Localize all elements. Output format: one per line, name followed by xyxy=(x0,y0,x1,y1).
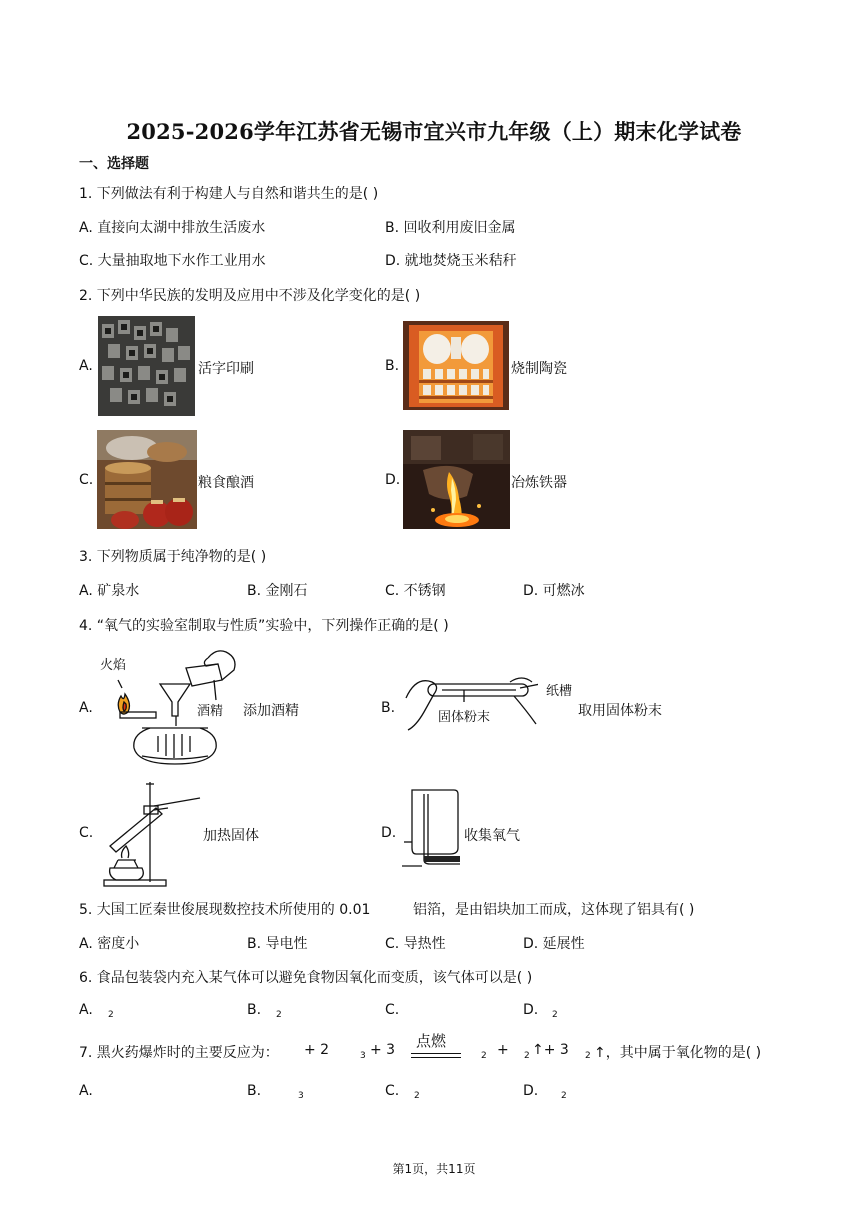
alcohol-label: 酒精 xyxy=(197,704,224,719)
page-title: 2025-2026学年江苏省无锡市宜兴市九年级（上）期末化学试卷 xyxy=(126,119,742,144)
question-2-option-a-letter[interactable]: A. xyxy=(79,358,93,374)
question-1-option-a[interactable]: A. 直接向太湖中排放生活废水 xyxy=(79,220,266,236)
equation-subscript-2c: 2 xyxy=(585,1051,591,1061)
question-4-option-d-letter[interactable]: D. xyxy=(381,825,397,841)
equation-plus-2: + 2 xyxy=(304,1042,330,1058)
question-2-stem: 2. 下列中华民族的发明及应用中不涉及化学变化的是( ) xyxy=(79,288,421,304)
question-6-option-d[interactable]: D. xyxy=(523,1002,539,1018)
question-2-option-c-letter[interactable]: C. xyxy=(79,472,94,488)
question-4-option-a-letter[interactable]: A. xyxy=(79,700,93,716)
question-4-option-a-text: 添加酒精 xyxy=(243,703,299,719)
equation-subscript-3: 3 xyxy=(360,1051,366,1061)
question-5-stem-part1: 5. 大国工匠秦世俊展现数控技术所使用的 0.01 xyxy=(79,902,371,918)
question-2-option-b-letter[interactable]: B. xyxy=(385,358,400,374)
question-5-stem-part2: 铝箔，是由铝块加工而成，这体现了铝具有( ) xyxy=(413,902,695,918)
iron-smelting-photo xyxy=(403,430,510,529)
question-6-option-b-subscript: 2 xyxy=(276,1010,282,1020)
kiln-photo xyxy=(403,321,509,410)
question-5-option-c[interactable]: C. 导热性 xyxy=(385,936,446,952)
question-4-option-c-text: 加热固体 xyxy=(203,828,259,844)
paper-trough-label: 纸槽 xyxy=(546,684,573,699)
section-heading: 一、选择题 xyxy=(79,156,149,172)
question-7-option-c-subscript: 2 xyxy=(414,1091,420,1101)
question-2-option-d-letter[interactable]: D. xyxy=(385,472,401,488)
question-4-option-c-letter[interactable]: C. xyxy=(79,825,94,841)
question-2-option-c-text: 粮食酿酒 xyxy=(198,475,254,491)
question-6-option-a[interactable]: A. xyxy=(79,1002,93,1018)
question-6-stem: 6. 食品包装袋内充入某气体可以避免食物因氧化而变质，该气体可以是( ) xyxy=(79,970,533,986)
question-6-option-b[interactable]: B. xyxy=(247,1002,262,1018)
question-1-stem: 1. 下列做法有利于构建人与自然和谐共生的是( ) xyxy=(79,186,379,202)
question-5-option-d[interactable]: D. 延展性 xyxy=(523,936,585,952)
heating-solid-diagram xyxy=(96,776,202,888)
question-1-option-c[interactable]: C. 大量抽取地下水作工业用水 xyxy=(79,253,266,269)
question-3-option-d[interactable]: D. 可燃冰 xyxy=(523,583,585,599)
equation-plus: + xyxy=(497,1042,509,1058)
question-3-option-a[interactable]: A. 矿泉水 xyxy=(79,583,140,599)
equation-subscript-2a: 2 xyxy=(481,1051,487,1061)
question-5-option-b[interactable]: B. 导电性 xyxy=(247,936,308,952)
equation-subscript-2b: 2 xyxy=(524,1051,530,1061)
question-4-option-b-letter[interactable]: B. xyxy=(381,700,396,716)
question-7-option-a[interactable]: A. xyxy=(79,1083,93,1099)
question-7-option-b-subscript: 3 xyxy=(298,1091,304,1101)
equation-up-plus-3: ↑+ 3 xyxy=(532,1042,569,1058)
grain-wine-photo xyxy=(97,430,197,529)
question-6-option-a-subscript: 2 xyxy=(108,1010,114,1020)
question-7-option-b[interactable]: B. xyxy=(247,1083,262,1099)
equation-arrow-line-top xyxy=(411,1053,461,1054)
question-1-option-b[interactable]: B. 回收利用废旧金属 xyxy=(385,220,516,236)
question-3-option-c[interactable]: C. 不锈钢 xyxy=(385,583,446,599)
question-6-option-d-subscript: 2 xyxy=(552,1010,558,1020)
page-footer: 第1页，共11页 xyxy=(392,1162,476,1176)
question-2-option-b-text: 烧制陶瓷 xyxy=(511,361,567,377)
solid-powder-label: 固体粉末 xyxy=(438,710,491,725)
question-7-option-d-subscript: 2 xyxy=(561,1091,567,1101)
question-3-stem: 3. 下列物质属于纯净物的是( ) xyxy=(79,549,267,565)
question-7-stem-start: 7. 黑火药爆炸时的主要反应为： xyxy=(79,1045,279,1061)
question-6-option-c[interactable]: C. xyxy=(385,1002,400,1018)
equation-arrow-line-bottom xyxy=(411,1057,461,1058)
question-7-option-d[interactable]: D. xyxy=(523,1083,539,1099)
equation-condition: 点燃 xyxy=(416,1032,447,1050)
flame-label: 火焰 xyxy=(100,658,127,673)
question-7-option-c[interactable]: C. xyxy=(385,1083,400,1099)
gas-collection-diagram xyxy=(400,784,462,874)
question-4-option-b-text: 取用固体粉末 xyxy=(578,703,662,719)
question-3-option-b[interactable]: B. 金刚石 xyxy=(247,583,308,599)
question-1-option-d[interactable]: D. 就地焚烧玉米秸秆 xyxy=(385,253,517,269)
question-7-stem-end: ↑，其中属于氧化物的是( ) xyxy=(594,1045,762,1061)
question-2-option-a-text: 活字印刷 xyxy=(198,361,254,377)
movable-type-photo xyxy=(98,316,195,416)
question-4-option-d-text: 收集氧气 xyxy=(464,828,520,844)
question-5-option-a[interactable]: A. 密度小 xyxy=(79,936,140,952)
question-2-option-d-text: 冶炼铁器 xyxy=(511,475,567,491)
equation-plus-3: + 3 xyxy=(370,1042,396,1058)
powder-tube-diagram xyxy=(398,672,538,736)
question-4-stem: 4. “氧气的实验室制取与性质”实验中，下列操作正确的是( ) xyxy=(79,618,449,634)
